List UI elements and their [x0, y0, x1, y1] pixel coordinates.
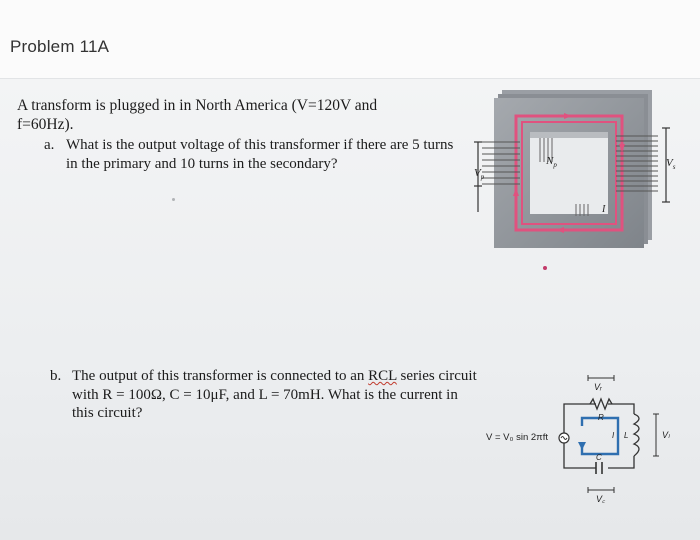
- vl-bracket: [653, 414, 659, 456]
- question-b: [50, 367, 480, 423]
- question-b-text-end: series circuit with R = 100Ω, C = 10μF, and L = 70mH. What is the current in this circuit?: [72, 368, 477, 421]
- i-label: I: [612, 431, 615, 440]
- vl-label: Vₗ: [662, 430, 670, 440]
- vr-label: Vᵣ: [594, 382, 602, 392]
- intro-line-2: f=60Hz).: [17, 116, 74, 133]
- l-label: L: [624, 431, 629, 440]
- source-label: V = V₀ sin 2πft: [486, 432, 548, 443]
- vc-bracket: [588, 487, 614, 493]
- capacitor: [596, 462, 602, 474]
- pink-dot: [543, 266, 547, 270]
- page-title: Problem 11A: [10, 37, 110, 56]
- question-a-text: What is the output voltage of this transformer if there are 5 turns in the primary and 10 turns in the secondary?: [66, 137, 454, 172]
- vc-label: V꜀: [596, 494, 606, 504]
- vr-bracket: [588, 375, 614, 381]
- question-b-label: b.: [50, 368, 62, 384]
- primary-voltage-label: $V_p$: [474, 167, 485, 181]
- secondary-voltage-label: $V_s$: [666, 157, 676, 171]
- problem-intro: [17, 96, 447, 134]
- question-a: [44, 136, 464, 174]
- header-bar: [0, 0, 700, 79]
- inductor: [634, 414, 639, 456]
- question-a-label: a.: [44, 137, 55, 153]
- question-b-text: [72, 367, 480, 423]
- primary-turns-label: $N_p$: [546, 155, 557, 169]
- c-label: C: [596, 453, 602, 462]
- rlc-circuit-diagram: [484, 368, 694, 508]
- transformer-diagram: [468, 84, 688, 264]
- current-arrow: [578, 442, 586, 450]
- question-b-rcl: RCL: [368, 368, 397, 384]
- core-window: [530, 132, 608, 214]
- current-label: I: [602, 204, 606, 215]
- intro-line-1: A transform is plugged in in North America (V=120V and: [17, 97, 378, 114]
- question-b-text-start: The output of this transformer is connected to an: [72, 368, 369, 384]
- core-window-shadow: [530, 132, 608, 138]
- pink-dot-small: [172, 198, 175, 201]
- r-label: R: [598, 413, 604, 422]
